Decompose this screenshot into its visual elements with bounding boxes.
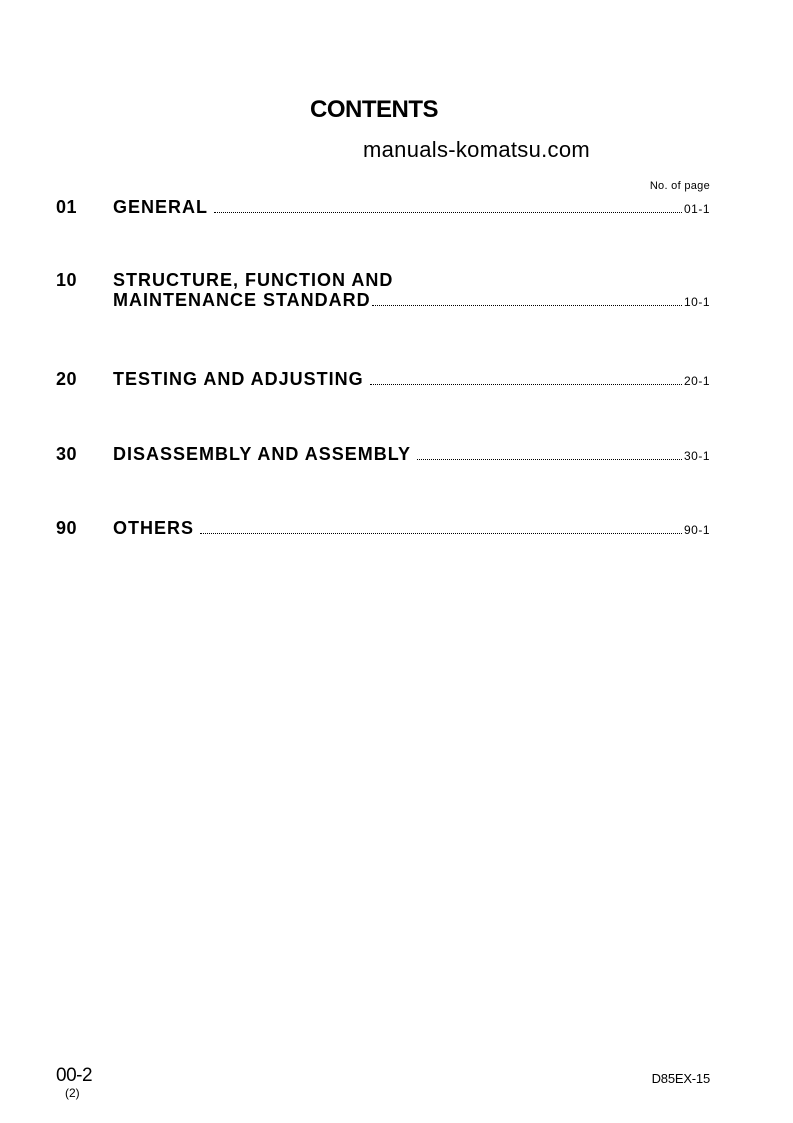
toc-entry-title: MAINTENANCE STANDARD bbox=[113, 290, 371, 310]
toc-entry-title-line: STRUCTURE, FUNCTION AND bbox=[113, 270, 394, 290]
toc-entry-page: 90-1 bbox=[683, 523, 710, 537]
footer-page-info bbox=[56, 1066, 92, 1100]
toc-entry-title: DISASSEMBLY AND ASSEMBLY bbox=[113, 444, 412, 464]
dot-leader bbox=[417, 458, 682, 460]
toc-entry-page: 01-1 bbox=[683, 202, 710, 216]
toc-entry-number: 10 bbox=[56, 270, 78, 290]
dot-leader bbox=[200, 532, 682, 534]
watermark-text: manuals-komatsu.com bbox=[363, 137, 590, 162]
toc-entry-page: 10-1 bbox=[683, 295, 710, 309]
toc-entry-title: GENERAL bbox=[113, 197, 209, 217]
footer-page-number: 00-2 bbox=[56, 1065, 93, 1086]
dot-leader bbox=[370, 383, 682, 385]
dot-leader bbox=[214, 211, 682, 213]
toc-entry-number: 90 bbox=[56, 518, 78, 538]
toc-entry-number: 20 bbox=[56, 369, 78, 389]
toc-entry-title: TESTING AND ADJUSTING bbox=[113, 369, 364, 389]
dot-leader bbox=[372, 304, 682, 306]
toc-entry-number: 01 bbox=[56, 197, 78, 217]
page-column-heading: No. of page bbox=[649, 180, 710, 192]
toc-entry-page: 30-1 bbox=[683, 449, 710, 463]
toc-entry-page: 20-1 bbox=[683, 374, 710, 388]
toc-entry-number: 30 bbox=[56, 444, 78, 464]
footer-model: D85EX-15 bbox=[651, 1071, 710, 1086]
toc-entry-title: OTHERS bbox=[113, 518, 195, 538]
page-title: CONTENTS bbox=[310, 96, 438, 123]
footer-revision: (2) bbox=[65, 1086, 80, 1100]
